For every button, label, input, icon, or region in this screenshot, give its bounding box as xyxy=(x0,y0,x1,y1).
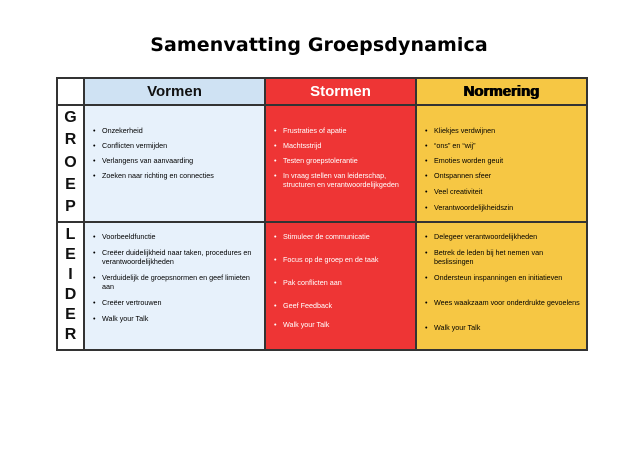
list-item: • Delegeer verantwoordelijkheden xyxy=(425,232,582,241)
list-item: • Verlangens van aanvaarding xyxy=(93,156,260,165)
list-item: • Kliekjes verdwijnen xyxy=(425,126,582,135)
list-item: • Pak conflicten aan xyxy=(274,278,411,287)
list-item: • In vraag stellen van leiderschap, structuren en verantwoordelijkgeden xyxy=(274,171,411,189)
list-item: • Stimuleer de communicatie xyxy=(274,232,411,241)
list-item: • Walk your Talk xyxy=(93,314,260,323)
list-item: • Conflicten vermijden xyxy=(93,141,260,150)
row-label-letter: E xyxy=(65,175,76,193)
row-label-leider xyxy=(57,222,84,350)
list-item: • Betrek de leden bij het nemen van beslissingen xyxy=(425,248,582,266)
page-title: Samenvatting Groepsdynamica xyxy=(150,34,488,56)
row-label-letter: E xyxy=(65,246,76,263)
list-item: • Walk your Talk xyxy=(274,320,411,329)
list-item: • Focus op de groep en de taak xyxy=(274,255,411,264)
table-corner xyxy=(57,78,84,105)
cell-groep-vormen xyxy=(84,105,265,222)
list-item: • Machtsstrijd xyxy=(274,141,411,150)
list-item: • “ons” en “wij” xyxy=(425,141,582,150)
list-item: • Creëer vertrouwen xyxy=(93,298,260,307)
header-vormen: Vormen xyxy=(84,78,265,105)
cell-leider-vormen xyxy=(84,222,265,350)
cell-leider-normering xyxy=(416,222,587,350)
list-item: • Emoties worden geuit xyxy=(425,156,582,165)
list-item: • Onzekerheid xyxy=(93,126,260,135)
list-item: • Ontspannen sfeer xyxy=(425,171,582,180)
cell-groep-stormen xyxy=(265,105,416,222)
row-label-groep xyxy=(57,105,84,222)
row-label-letter: O xyxy=(64,153,77,171)
row-label-letter: R xyxy=(64,131,77,149)
cell-leider-stormen xyxy=(265,222,416,350)
row-label-letter: L xyxy=(65,226,76,243)
row-label-letter: G xyxy=(64,109,77,126)
list-item: • Voorbeeldfunctie xyxy=(93,232,260,241)
list-item: • Wees waakzaam voor onderdrukte gevoelens xyxy=(425,298,582,307)
list-item: • Veel creativiteit xyxy=(425,187,582,196)
cell-groep-normering xyxy=(416,105,587,222)
list-item: • Verduidelijk de groepsnormen en geef limieten aan xyxy=(93,273,260,291)
list-item: • Ondersteun inspanningen en initiatieven xyxy=(425,273,582,282)
row-label-letter: P xyxy=(65,198,76,215)
list-item: • Verantwoordelijkheidszin xyxy=(425,203,582,212)
list-item: • Creëer duidelijkheid naar taken, procedures en verantwoordelijkheden xyxy=(93,248,260,266)
row-label-letter: I xyxy=(68,266,73,283)
list-item: • Geef Feedback xyxy=(274,301,411,310)
list-item: • Testen groepstolerantie xyxy=(274,156,411,165)
list-item: • Walk your Talk xyxy=(425,323,582,332)
list-item: • Frustraties of apatie xyxy=(274,126,411,135)
summary-table xyxy=(56,77,588,351)
list-item: • Zoeken naar richting en connecties xyxy=(93,171,260,180)
row-label-letter: E xyxy=(65,306,76,323)
row-label-letter: R xyxy=(64,326,77,343)
header-stormen: Stormen xyxy=(265,78,416,105)
header-normering: Normering xyxy=(416,78,587,105)
row-label-letter: D xyxy=(64,286,77,303)
